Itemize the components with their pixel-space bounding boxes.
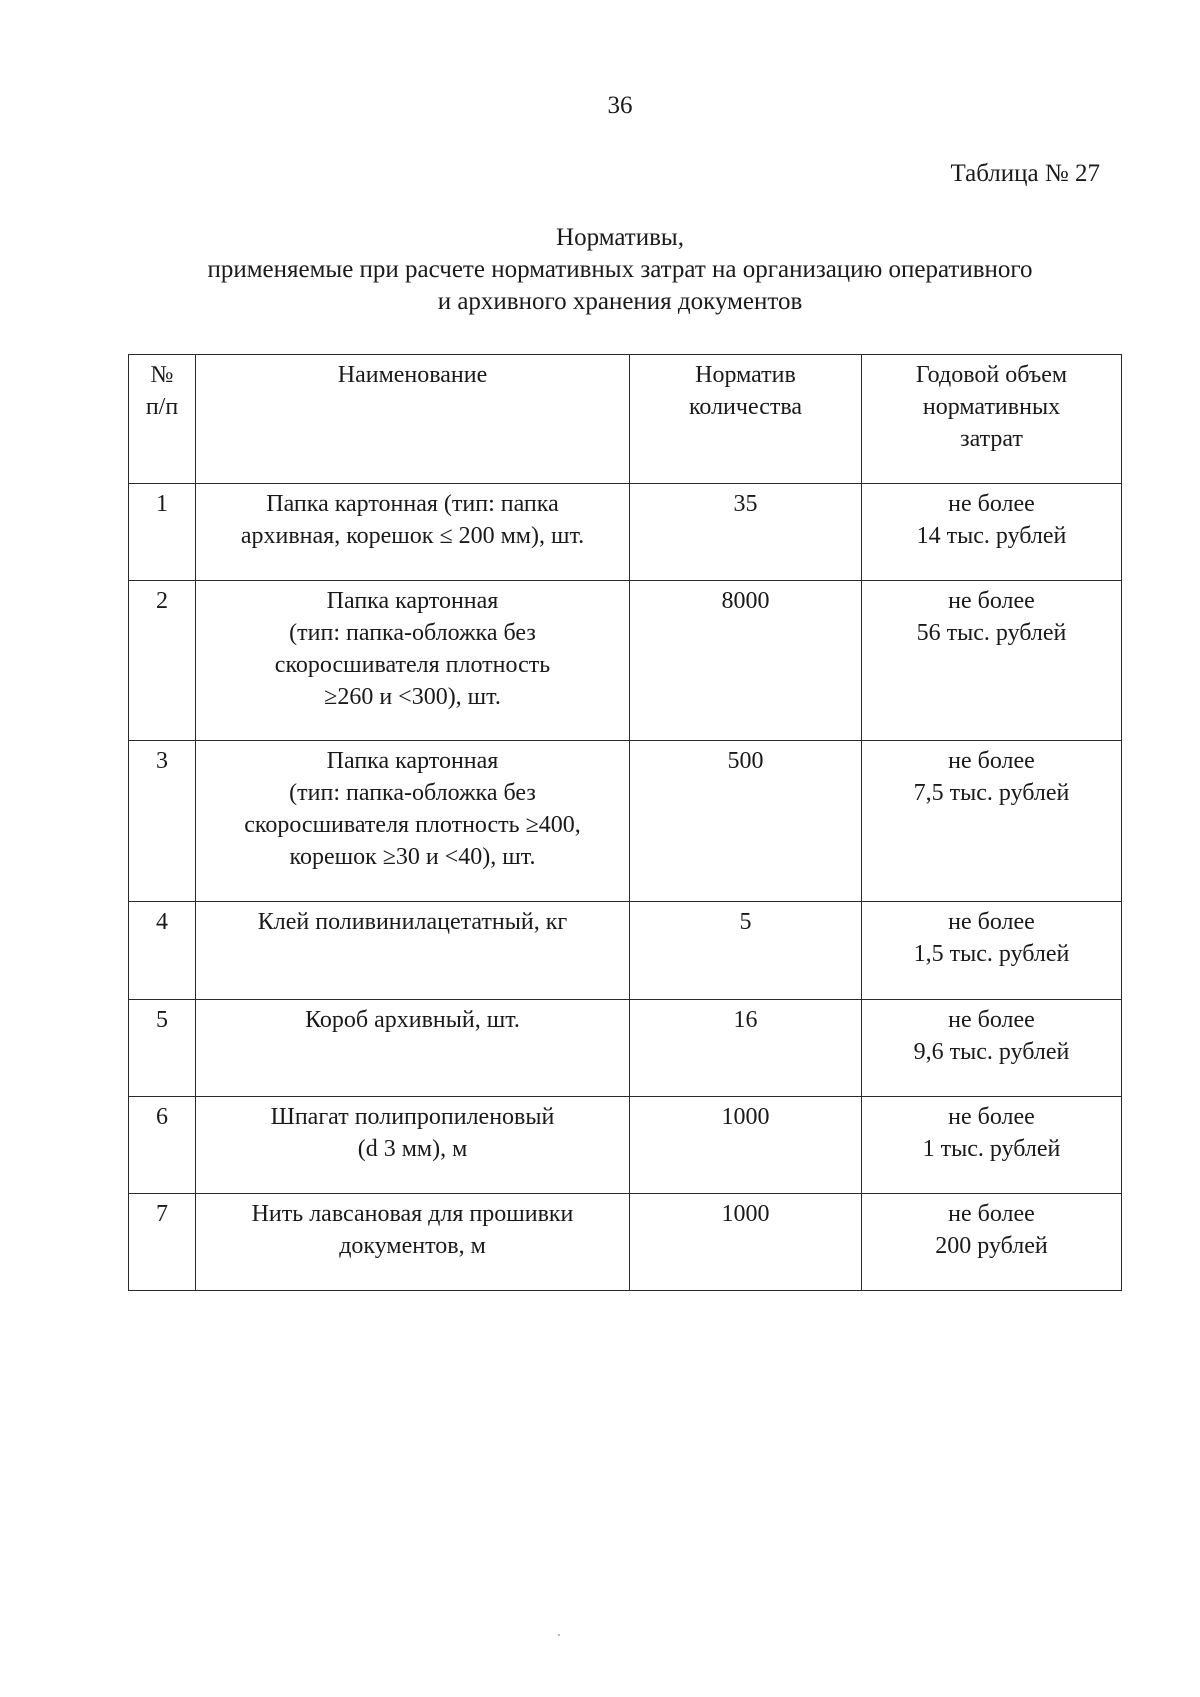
table-row [129,902,1122,1000]
cost-line: не более [948,491,1035,517]
header-text: Наименование [337,362,488,388]
name-line: (тип: папка-обложка без [289,620,536,646]
norms-table [128,354,1122,1291]
name-line: Короб архивный, шт. [305,1007,520,1033]
table-header-row [129,355,1122,484]
row-quantity: 5 [630,902,862,1000]
header-text: затрат [960,426,1023,452]
row-name [196,581,630,741]
row-number: 4 [129,902,196,1000]
name-line: ≥260 и <300), шт. [324,684,501,710]
title-line: Нормативы, [556,224,684,251]
name-line: корешок ≥30 и <40), шт. [289,844,536,870]
row-quantity: 16 [630,1000,862,1097]
row-annual-cost [862,581,1122,741]
row-annual-cost [862,741,1122,902]
cost-line: не более [948,1104,1035,1130]
name-line: (d 3 мм), м [357,1136,468,1162]
row-number: 7 [129,1194,196,1291]
row-quantity: 1000 [630,1097,862,1194]
page-number: 36 [607,92,633,119]
row-annual-cost [862,1194,1122,1291]
name-line: документов, м [339,1233,486,1259]
row-name [196,1194,630,1291]
table-label: Таблица № 27 [950,160,1100,187]
row-quantity: 1000 [630,1194,862,1291]
row-quantity: 8000 [630,581,862,741]
table-row [129,1194,1122,1291]
row-name [196,1097,630,1194]
row-number: 5 [129,1000,196,1097]
name-line: Нить лавсановая для прошивки [251,1201,574,1227]
scan-speck [558,1634,560,1636]
cost-line: 1,5 тыс. рублей [913,941,1070,967]
row-name [196,741,630,902]
cost-line: не более [948,588,1035,614]
header-text: Норматив [695,362,796,388]
name-line: Клей поливинилацетатный, кг [257,909,568,935]
table-row [129,484,1122,581]
cost-line: 56 тыс. рублей [916,620,1067,646]
header-name [196,355,630,484]
row-number: 1 [129,484,196,581]
table-row [129,581,1122,741]
table-row [129,1000,1122,1097]
header-text: количества [688,394,803,420]
header-text: № [150,362,174,388]
cost-line: 1 тыс. рублей [922,1136,1061,1162]
header-quantity [630,355,862,484]
title-line: применяемые при расчете нормативных затрат на организацию оперативного [207,256,1033,283]
row-number: 2 [129,581,196,741]
row-annual-cost [862,1000,1122,1097]
header-number [129,355,196,484]
cost-line: 14 тыс. рублей [916,523,1067,549]
header-text: Годовой объем [915,362,1068,388]
row-quantity: 35 [630,484,862,581]
name-line: скоросшивателя плотность ≥400, [244,812,581,838]
name-line: Папка картонная [326,588,499,614]
name-line: Шпагат полипропиленовый [270,1104,555,1130]
name-line: (тип: папка-обложка без [289,780,536,806]
cost-line: 9,6 тыс. рублей [913,1039,1070,1065]
header-text: нормативных [922,394,1061,420]
row-annual-cost [862,1097,1122,1194]
header-text: п/п [145,394,179,420]
document-title [100,222,1140,318]
name-line: Папка картонная [326,748,499,774]
row-name [196,1000,630,1097]
cost-line: 7,5 тыс. рублей [913,780,1070,806]
title-line: и архивного хранения документов [437,288,803,315]
name-line: архивная, корешок ≤ 200 мм), шт. [240,523,585,549]
row-number: 3 [129,741,196,902]
table-row [129,741,1122,902]
row-quantity: 500 [630,741,862,902]
cost-line: 200 рублей [935,1233,1048,1259]
table-row [129,1097,1122,1194]
cost-line: не более [948,909,1035,935]
row-name [196,902,630,1000]
cost-line: не более [948,748,1035,774]
row-number: 6 [129,1097,196,1194]
cost-line: не более [948,1007,1035,1033]
row-name [196,484,630,581]
name-line: скоросшивателя плотность [274,652,551,678]
row-annual-cost [862,902,1122,1000]
header-annual-cost [862,355,1122,484]
row-annual-cost [862,484,1122,581]
name-line: Папка картонная (тип: папка [266,491,559,517]
cost-line: не более [948,1201,1035,1227]
